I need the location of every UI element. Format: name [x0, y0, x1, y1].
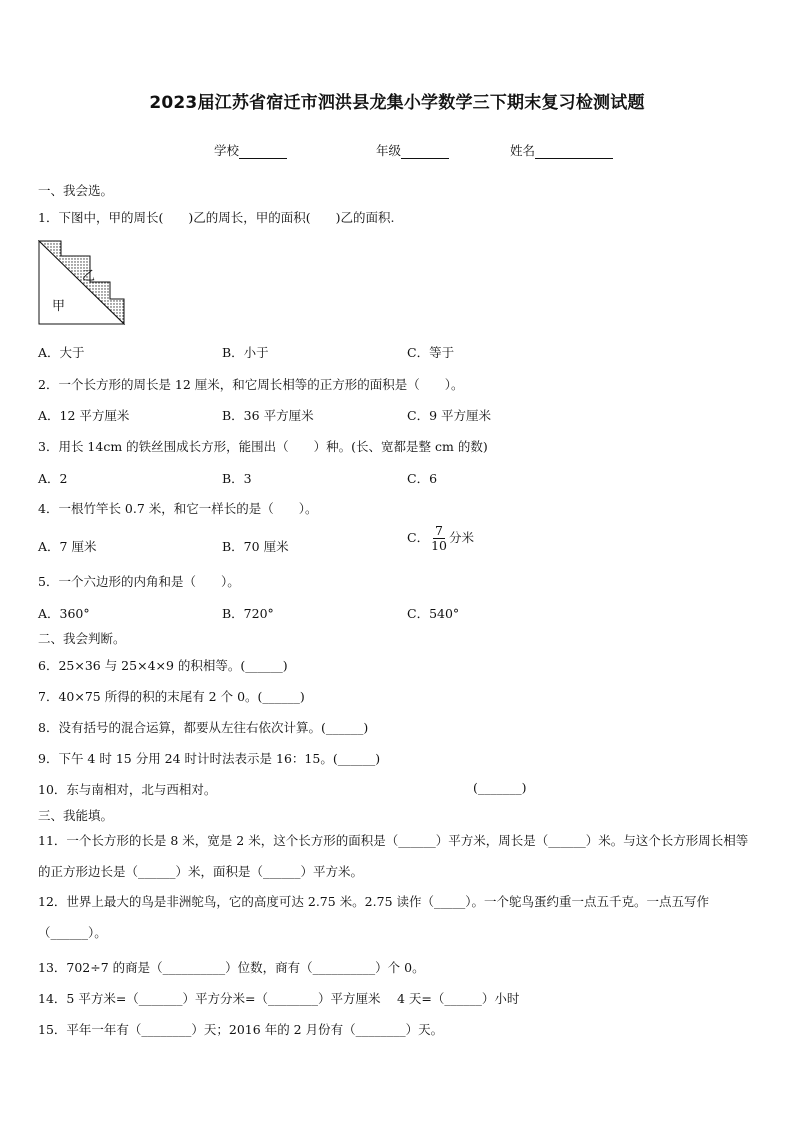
- q4-option-c-prefix: C．: [407, 530, 430, 545]
- fraction-numerator: 7: [435, 523, 443, 538]
- question-14: 14．5 平方米=（_______）平方分米=（________）平方厘米 4 天=（______）小时: [38, 991, 520, 1006]
- q2-option-a[interactable]: A．12 平方厘米: [38, 408, 130, 423]
- fraction-denominator: 10: [431, 538, 447, 553]
- figure-jia-yi: [38, 240, 126, 328]
- label-yi: 乙: [82, 269, 96, 284]
- q2-option-b[interactable]: B．36 平方厘米: [222, 408, 314, 423]
- question-11: 11．一个长方形的长是 8 米，宽是 2 米，这个长方形的面积是（______）平方米，周长是（______）米。与这个长方形周长相等的正方形边长是（______）米，面积是（______）平方米。: [38, 833, 749, 879]
- q4-option-c-unit: 分米: [448, 530, 474, 545]
- school-field: [214, 141, 287, 159]
- question-12: 12．世界上最大的鸟是非洲鸵鸟，它的高度可达 2.75 米。2.75 读作（_____）。一个鸵鸟蛋约重一点五千克。一点五写作（______）。: [38, 894, 709, 940]
- grade-blank[interactable]: [401, 145, 449, 159]
- question-8: 8．没有括号的混合运算，都要从左往右依次计算。(______): [38, 720, 369, 735]
- question-3: 3．用长 14cm 的铁丝围成长方形，能围出（ ）种。(长、宽都是整 cm 的数): [38, 439, 488, 454]
- q3-option-a[interactable]: A．2: [38, 471, 68, 486]
- question-6: 6．25×36 与 25×4×9 的积相等。(______): [38, 658, 288, 673]
- fraction: [431, 524, 447, 553]
- q10-answer-blank[interactable]: (_______): [473, 780, 527, 795]
- q5-option-c[interactable]: C．540°: [407, 606, 460, 621]
- grade-field: [376, 141, 449, 159]
- q1-option-c[interactable]: C．等于: [407, 345, 455, 360]
- question-5: 5．一个六边形的内角和是（ ）。: [38, 574, 240, 589]
- question-10: 10．东与南相对，北与西相对。: [38, 782, 217, 797]
- question-15: 15．平年一年有（________）天；2016 年的 2 月份有（________）天。: [38, 1022, 444, 1037]
- q4-option-a[interactable]: A．7 厘米: [38, 539, 97, 554]
- school-blank[interactable]: [239, 145, 287, 159]
- name-label: 姓名: [510, 143, 536, 158]
- section-heading-judge: 二、我会判断。: [38, 631, 126, 646]
- q2-option-c[interactable]: C．9 平方厘米: [407, 408, 491, 423]
- school-label: 学校: [214, 143, 240, 158]
- section-heading-fill: 三、我能填。: [38, 808, 114, 823]
- question-13: 13．702÷7 的商是（__________）位数，商有（__________）个 0。: [38, 960, 425, 975]
- q1-option-b[interactable]: B．小于: [222, 345, 269, 360]
- q1-option-a[interactable]: A．大于: [38, 345, 85, 360]
- name-field: [510, 141, 613, 159]
- question-7: 7．40×75 所得的积的末尾有 2 个 0。(______): [38, 689, 305, 704]
- question-2: 2．一个长方形的周长是 12 厘米，和它周长相等的正方形的面积是（ ）。: [38, 377, 464, 392]
- page-title: 2023届江苏省宿迁市泗洪县龙集小学数学三下期末复习检测试题: [149, 93, 645, 113]
- q4-option-c[interactable]: [407, 524, 474, 553]
- question-1: 1．下图中，甲的周长( )乙的周长，甲的面积( )乙的面积.: [38, 210, 395, 225]
- q3-option-c[interactable]: C．6: [407, 471, 438, 486]
- question-4: 4．一根竹竿长 0.7 米，和它一样长的是（ ）。: [38, 501, 318, 516]
- q5-option-a[interactable]: A．360°: [38, 606, 90, 621]
- q3-option-b[interactable]: B．3: [222, 471, 252, 486]
- q5-option-b[interactable]: B．720°: [222, 606, 274, 621]
- section-heading-choice: 一、我会选。: [38, 183, 114, 198]
- question-9: 9．下午 4 时 15 分用 24 时计时法表示是 16：15。(______): [38, 751, 381, 766]
- grade-label: 年级: [376, 143, 402, 158]
- q4-option-b[interactable]: B．70 厘米: [222, 539, 289, 554]
- label-jia: 甲: [52, 299, 66, 314]
- name-blank[interactable]: [535, 145, 613, 159]
